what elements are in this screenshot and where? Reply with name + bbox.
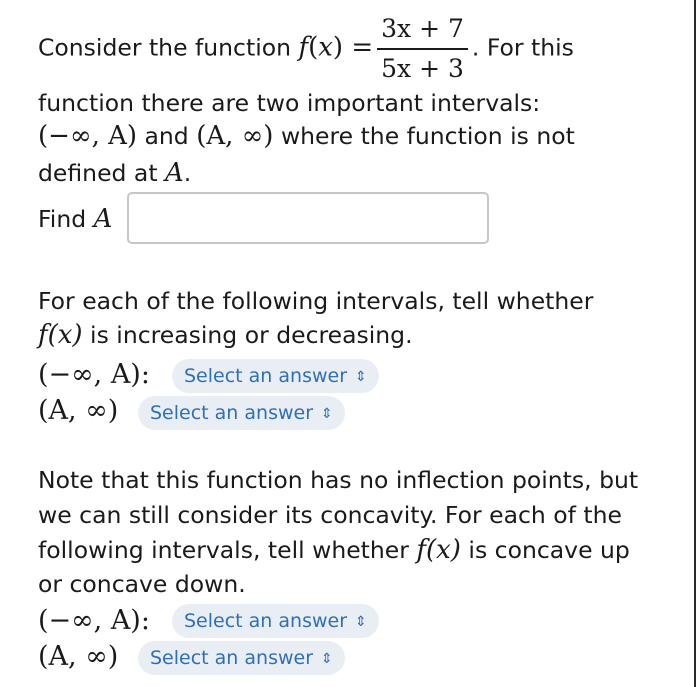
chevron-up-down-icon: ⇕: [321, 406, 333, 422]
concavity-line-3-prefix: following intervals, tell whether: [38, 536, 417, 564]
question-line-4: [38, 160, 191, 186]
interval-left: (−∞, A): [38, 121, 138, 151]
function-variable: x: [318, 32, 333, 63]
chevron-up-down-icon: ⇕: [355, 614, 367, 630]
concavity-line-4: or concave down.: [38, 570, 246, 598]
monotonic-interval-2-label: (A, ∞): [38, 395, 119, 426]
monotonic-prompt-suffix: is increasing or decreasing.: [82, 321, 413, 349]
and-word: and: [137, 122, 197, 150]
question-line-2: function there are two important intervals:: [38, 89, 541, 117]
page-right-border: [694, 0, 696, 687]
monotonic-interval-1-select[interactable]: [172, 359, 379, 393]
select-label: Select an answer: [184, 365, 348, 387]
function-name: f: [298, 32, 309, 63]
monotonic-prompt-line-1: For each of the following intervals, tell whether: [38, 287, 594, 315]
concavity-line-1: Note that this function has no inflection points, but: [38, 466, 639, 494]
chevron-up-down-icon: ⇕: [321, 651, 333, 667]
monotonic-prompt-line-2: [38, 322, 413, 348]
concavity-interval-1-label: (−∞, A):: [38, 605, 150, 636]
function-expression: f(x) =: [298, 32, 374, 63]
concavity-function: f(x): [416, 535, 461, 565]
undefined-point-var: A: [165, 158, 184, 188]
period: .: [183, 159, 192, 187]
concavity-line-2: we can still consider its concavity. For each of the: [38, 501, 622, 529]
interval-right: (A, ∞): [196, 121, 274, 151]
question-line-1: [38, 14, 574, 84]
select-label: Select an answer: [150, 647, 314, 669]
chevron-up-down-icon: ⇕: [355, 369, 367, 385]
find-label: [38, 206, 112, 232]
intro-text: Consider the function: [38, 33, 299, 62]
select-label: Select an answer: [184, 610, 348, 632]
concavity-interval-2-select[interactable]: [138, 641, 345, 675]
concavity-line-3: [38, 537, 630, 563]
monotonic-interval-1-label: (−∞, A):: [38, 359, 150, 390]
intro-suffix: . For this: [471, 33, 574, 62]
concavity-interval-2-label: (A, ∞): [38, 641, 119, 672]
function-fraction: [377, 14, 468, 84]
question-line-3-suffix: where the function is not: [273, 122, 575, 150]
concavity-interval-1-select[interactable]: [172, 604, 379, 638]
monotonic-function: f(x): [38, 320, 83, 350]
fraction-denominator: 5x + 3: [381, 54, 464, 83]
find-text: Find: [38, 205, 94, 233]
find-var: A: [93, 204, 113, 234]
question-line-3: [38, 123, 575, 149]
answer-input-a[interactable]: [127, 192, 489, 244]
defined-at-text: defined at: [38, 159, 166, 187]
concavity-line-3-suffix: is concave up: [460, 536, 630, 564]
select-label: Select an answer: [150, 402, 314, 424]
monotonic-interval-2-select[interactable]: [138, 396, 345, 430]
fraction-numerator: 3x + 7: [377, 14, 468, 50]
